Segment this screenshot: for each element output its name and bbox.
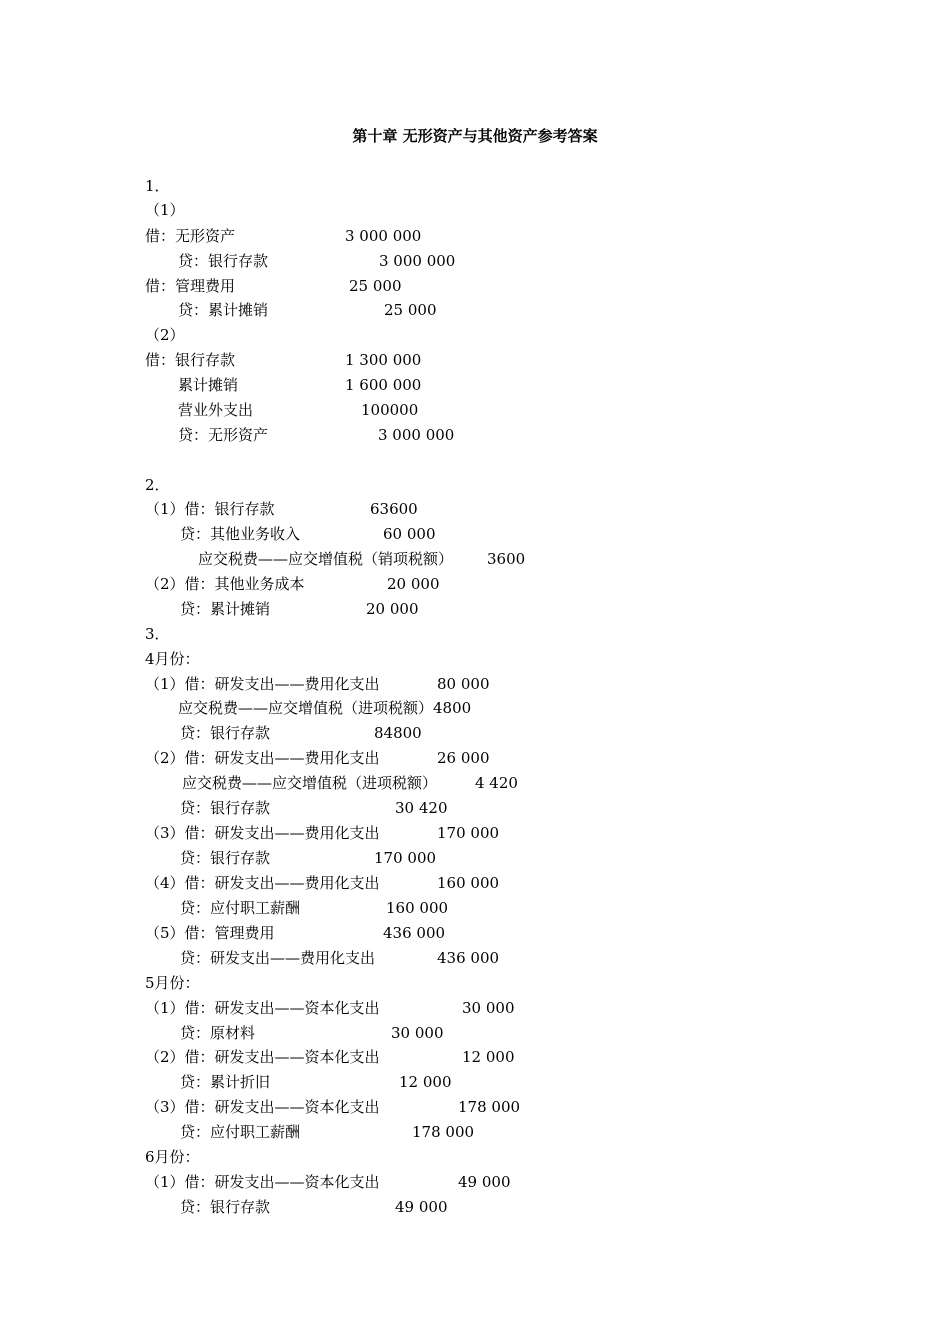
entry-amount: 49 000 <box>395 1198 448 1216</box>
journal-line <box>0 1021 950 1045</box>
entry-text: 4月份： <box>145 650 200 668</box>
entry-amount: 436 000 <box>437 949 500 967</box>
journal-line <box>0 224 950 248</box>
entry-amount: 170 000 <box>374 849 437 867</box>
journal-line <box>0 274 950 298</box>
journal-line <box>0 971 950 995</box>
entry-text: （5）借：管理费用 <box>145 924 275 942</box>
entry-text: 贷：应付职工薪酬 <box>180 899 301 917</box>
journal-line <box>0 174 950 198</box>
entry-text: （2）借：其他业务成本 <box>145 575 305 593</box>
journal-line <box>0 622 950 646</box>
entry-text: 借：无形资产 <box>145 227 236 245</box>
entry-text: 贷：应付职工薪酬 <box>180 1123 301 1141</box>
entry-text: 贷：其他业务收入 <box>180 525 301 543</box>
journal-line <box>0 946 950 970</box>
entry-text: 6月份： <box>145 1148 200 1166</box>
journal-line <box>0 846 950 870</box>
entry-text: 1． <box>145 177 170 195</box>
entry-text: （2）借：研发支出——费用化支出 <box>145 749 380 767</box>
journal-line <box>0 398 950 422</box>
entry-amount: 20 000 <box>387 575 440 593</box>
entry-text: 应交税费——应交增值税（进项税额） <box>182 774 438 792</box>
entry-amount: 30 000 <box>391 1024 444 1042</box>
entry-text: （1）借：研发支出——费用化支出 <box>145 675 380 693</box>
entry-text: （4）借：研发支出——费用化支出 <box>145 874 380 892</box>
entry-amount: 100000 <box>361 401 419 419</box>
journal-line <box>0 746 950 770</box>
entry-text: 贷：累计摊销 <box>178 301 269 319</box>
entry-text: 贷：银行存款 <box>180 849 271 867</box>
journal-line <box>0 323 950 347</box>
journal-line <box>0 497 950 521</box>
entry-amount: 25 000 <box>349 277 402 295</box>
journal-line <box>0 996 950 1020</box>
journal-line <box>0 298 950 322</box>
entry-text: 5月份： <box>145 974 200 992</box>
entry-text: （1）借：研发支出——资本化支出 <box>145 1173 380 1191</box>
entry-text: 贷：银行存款 <box>178 252 269 270</box>
entry-text: 营业外支出 <box>178 401 254 419</box>
entry-text: 贷：银行存款 <box>180 724 271 742</box>
entry-amount: 12 000 <box>462 1048 515 1066</box>
entry-text: 借：管理费用 <box>145 277 236 295</box>
entry-text: （3）借：研发支出——费用化支出 <box>145 824 380 842</box>
journal-line <box>0 1145 950 1169</box>
journal-line <box>0 1045 950 1069</box>
entry-amount: 20 000 <box>366 600 419 618</box>
entry-amount: 3600 <box>487 550 526 568</box>
entry-amount: 3 000 000 <box>345 227 422 245</box>
journal-line <box>0 796 950 820</box>
entry-amount: 160 000 <box>386 899 449 917</box>
journal-line <box>0 672 950 696</box>
entry-text: 3． <box>145 625 170 643</box>
entry-text: 贷：银行存款 <box>180 799 271 817</box>
journal-line <box>0 771 950 795</box>
journal-line <box>0 1095 950 1119</box>
entry-text: （3）借：研发支出——资本化支出 <box>145 1098 380 1116</box>
entry-text: 贷：研发支出——费用化支出 <box>180 949 376 967</box>
entry-text: 累计摊销 <box>178 376 239 394</box>
entry-text: （2）借：研发支出——资本化支出 <box>145 1048 380 1066</box>
entry-amount: 178 000 <box>458 1098 521 1116</box>
entry-text: （1）借：研发支出——资本化支出 <box>145 999 380 1017</box>
entry-amount: 63600 <box>370 500 418 518</box>
entry-amount: 25 000 <box>384 301 437 319</box>
journal-line <box>0 1195 950 1219</box>
journal-line <box>0 647 950 671</box>
entry-amount: 1 300 000 <box>345 351 422 369</box>
entry-text: 贷：银行存款 <box>180 1198 271 1216</box>
entry-amount: 3 000 000 <box>379 252 456 270</box>
journal-line <box>0 896 950 920</box>
entry-amount: 30 420 <box>395 799 448 817</box>
entry-amount: 80 000 <box>437 675 490 693</box>
entry-text: 应交税费——应交增值税（进项税额）4800 <box>178 699 472 717</box>
journal-line <box>0 473 950 497</box>
entry-amount: 12 000 <box>399 1073 452 1091</box>
entry-amount: 3 000 000 <box>378 426 455 444</box>
journal-line <box>0 423 950 447</box>
entry-text: 贷：原材料 <box>180 1024 256 1042</box>
entry-amount: 60 000 <box>383 525 436 543</box>
entry-amount: 49 000 <box>458 1173 511 1191</box>
journal-line <box>0 373 950 397</box>
entry-amount: 26 000 <box>437 749 490 767</box>
journal-line <box>0 597 950 621</box>
journal-line <box>0 547 950 571</box>
entry-text: 借：银行存款 <box>145 351 236 369</box>
journal-line <box>0 696 950 720</box>
entry-amount: 4 420 <box>475 774 518 792</box>
journal-line <box>0 522 950 546</box>
journal-line <box>0 198 950 222</box>
entry-text: （1）借：银行存款 <box>145 500 275 518</box>
journal-line <box>0 721 950 745</box>
entry-text: 2． <box>145 476 170 494</box>
journal-line <box>0 921 950 945</box>
journal-line <box>0 1170 950 1194</box>
journal-line <box>0 1070 950 1094</box>
entry-amount: 178 000 <box>412 1123 475 1141</box>
journal-line <box>0 348 950 372</box>
entry-text: （2） <box>145 326 185 344</box>
entry-amount: 84800 <box>374 724 422 742</box>
entry-amount: 436 000 <box>383 924 446 942</box>
entry-amount: 160 000 <box>437 874 500 892</box>
page-title: 第十章 无形资产与其他资产参考答案 <box>352 127 598 145</box>
entry-amount: 170 000 <box>437 824 500 842</box>
journal-line <box>0 249 950 273</box>
journal-line <box>0 821 950 845</box>
journal-line <box>0 1120 950 1144</box>
entry-amount: 30 000 <box>462 999 515 1017</box>
journal-line <box>0 572 950 596</box>
entry-text: （1） <box>145 201 185 219</box>
entry-text: 应交税费——应交增值税（销项税额） <box>198 550 454 568</box>
entry-amount: 1 600 000 <box>345 376 422 394</box>
journal-line <box>0 871 950 895</box>
entry-text: 贷：累计摊销 <box>180 600 271 618</box>
entry-text: 贷：累计折旧 <box>180 1073 271 1091</box>
entry-text: 贷：无形资产 <box>178 426 269 444</box>
